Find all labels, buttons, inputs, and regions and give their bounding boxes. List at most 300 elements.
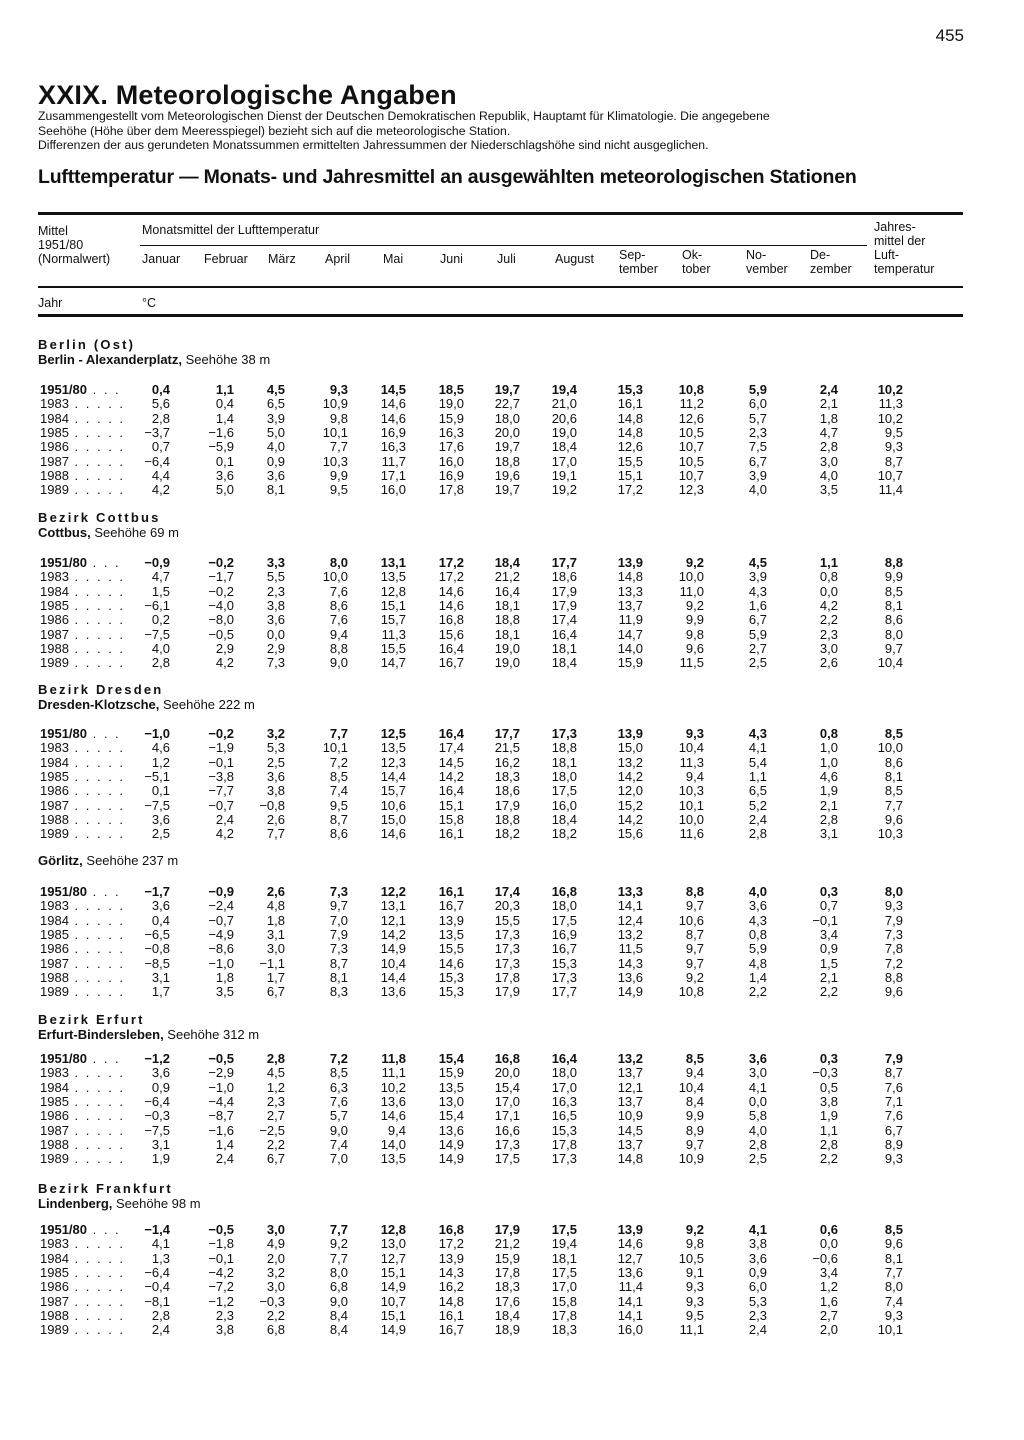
- year-cell: [40, 985, 125, 999]
- month-value-cell: −0,1: [208, 1250, 234, 1266]
- month-value-cell: −0,8: [144, 941, 170, 957]
- month-value-cell: 16,7: [551, 941, 577, 957]
- annual-mean-cell: 7,7: [884, 1264, 903, 1280]
- month-value-cell: 0,8: [819, 726, 838, 741]
- year-cell: [40, 1309, 125, 1323]
- year-value: 1983: [40, 1065, 69, 1081]
- month-value-cell: 9,0: [329, 655, 348, 671]
- month-value-cell: 3,4: [819, 926, 838, 942]
- month-value-cell: 16,6: [494, 1122, 520, 1138]
- month-value-cell: −0,2: [208, 726, 234, 741]
- month-value-cell: 9,8: [685, 626, 704, 642]
- month-value-cell: 8,8: [685, 884, 704, 899]
- month-value-cell: 4,2: [151, 482, 170, 498]
- annual-mean-cell: 8,9: [884, 1136, 903, 1152]
- month-value-cell: 5,5: [266, 569, 285, 585]
- month-value-cell: 10,8: [678, 382, 704, 397]
- month-value-cell: 13,6: [617, 1264, 643, 1280]
- header-mid-rule: [140, 245, 867, 246]
- month-value-cell: 7,3: [329, 884, 348, 899]
- month-value-cell: −0,7: [208, 797, 234, 813]
- month-value-cell: −6,5: [144, 926, 170, 942]
- month-value-cell: 3,5: [215, 984, 234, 1000]
- month-value-cell: −8,5: [144, 955, 170, 971]
- month-value-cell: 13,0: [438, 1093, 464, 1109]
- month-value-cell: 11,4: [618, 1279, 643, 1295]
- year-cell: [40, 1138, 125, 1152]
- header-month: [555, 252, 621, 266]
- month-value-cell: 15,2: [617, 797, 643, 813]
- header-month-line: Juni: [440, 252, 463, 266]
- month-value-cell: 1,1: [215, 382, 234, 397]
- year-cell: [40, 770, 125, 784]
- annual-mean-cell: 7,1: [884, 1093, 903, 1109]
- year-value: 1984: [40, 1079, 69, 1095]
- header-month: [204, 252, 270, 266]
- leader-dots: . . . . .: [68, 597, 126, 613]
- month-value-cell: 15,3: [438, 969, 464, 985]
- month-value-cell: 1,6: [819, 1293, 838, 1309]
- year-value: 1987: [40, 955, 69, 971]
- month-value-cell: 2,6: [819, 655, 838, 671]
- month-value-cell: 4,4: [151, 467, 170, 483]
- month-value-cell: 4,5: [748, 555, 767, 570]
- table-row: [0, 613, 1024, 627]
- leader-dots: . . . . .: [68, 453, 126, 469]
- table-row: [0, 397, 1024, 411]
- month-value-cell: 9,4: [685, 768, 704, 784]
- month-value-cell: −0,3: [812, 1065, 838, 1081]
- table-row: [0, 440, 1024, 454]
- header-month-line: Februar: [204, 252, 248, 266]
- month-value-cell: 6,7: [748, 612, 767, 628]
- year-value: 1987: [40, 626, 69, 642]
- month-value-cell: 17,4: [438, 740, 464, 756]
- month-value-cell: 2,2: [266, 1307, 285, 1323]
- month-value-cell: 1,7: [266, 969, 285, 985]
- month-value-cell: 7,0: [329, 1151, 348, 1167]
- table-row: [0, 426, 1024, 440]
- year-value: 1984: [40, 1250, 69, 1266]
- leader-dots: . . . . .: [68, 640, 126, 656]
- leader-dots: . . . . .: [68, 1108, 126, 1124]
- month-value-cell: 9,4: [329, 626, 348, 642]
- year-value: 1986: [40, 941, 69, 957]
- header-left-line: (Normalwert): [38, 252, 111, 266]
- header-left: [38, 224, 110, 266]
- month-value-cell: 14,8: [617, 1151, 643, 1167]
- month-value-cell: −0,2: [208, 583, 234, 599]
- month-value-cell: 0,7: [819, 898, 838, 914]
- month-value-cell: 13,5: [438, 926, 464, 942]
- region-label: Berlin (Ost): [38, 337, 136, 352]
- month-value-cell: 18,0: [551, 768, 577, 784]
- month-value-cell: 2,2: [748, 984, 767, 1000]
- month-value-cell: 12,3: [380, 754, 406, 770]
- year-cell: [40, 570, 125, 584]
- month-value-cell: 1,5: [819, 955, 838, 971]
- station-elevation: Seehöhe 312 m: [163, 1027, 260, 1042]
- month-value-cell: 2,6: [266, 811, 285, 827]
- header-annual-line: Luft-: [874, 248, 900, 262]
- month-value-cell: 9,7: [685, 1136, 704, 1152]
- month-value-cell: 14,9: [438, 1136, 464, 1152]
- header-month: [497, 252, 563, 266]
- station-name: Lindenberg,: [38, 1196, 113, 1211]
- month-value-cell: 9,3: [685, 1279, 704, 1295]
- month-value-cell: 5,9: [748, 626, 767, 642]
- station-label: [38, 352, 270, 367]
- table-row: [0, 942, 1024, 956]
- month-value-cell: 9,9: [685, 1108, 704, 1124]
- month-value-cell: 1,4: [215, 1136, 234, 1152]
- annual-mean-cell: 10,0: [877, 740, 903, 756]
- month-value-cell: 16,8: [438, 612, 464, 628]
- month-value-cell: 17,9: [494, 1222, 520, 1237]
- month-value-cell: 17,3: [551, 969, 577, 985]
- month-value-cell: 11,3: [381, 626, 406, 642]
- month-value-cell: −6,4: [144, 453, 170, 469]
- annual-mean-cell: 9,6: [884, 1236, 903, 1252]
- month-value-cell: 2,5: [748, 1151, 767, 1167]
- month-value-cell: 9,4: [387, 1122, 406, 1138]
- month-value-cell: 14,1: [617, 1293, 643, 1309]
- header-group-label: Monatsmittel der Lufttemperatur: [142, 223, 320, 237]
- leader-dots: . . . . .: [68, 740, 126, 756]
- month-value-cell: 14,0: [380, 1136, 406, 1152]
- month-value-cell: 16,4: [438, 726, 464, 741]
- month-value-cell: 4,1: [151, 1236, 170, 1252]
- month-value-cell: 3,8: [266, 597, 285, 613]
- month-value-cell: 9,5: [329, 797, 348, 813]
- month-value-cell: 14,9: [380, 941, 406, 957]
- annual-mean-cell: 9,3: [884, 1151, 903, 1167]
- month-value-cell: 2,2: [819, 1151, 838, 1167]
- leader-dots: . . . . .: [68, 1136, 126, 1152]
- header-month-line: August: [555, 252, 594, 266]
- month-value-cell: 13,2: [617, 754, 643, 770]
- leader-dots: . . . . .: [68, 569, 126, 585]
- month-value-cell: 8,4: [329, 1307, 348, 1323]
- month-value-cell: 3,5: [819, 482, 838, 498]
- month-value-cell: 4,7: [151, 569, 170, 585]
- month-value-cell: −1,1: [259, 955, 285, 971]
- month-value-cell: 5,2: [748, 797, 767, 813]
- month-value-cell: 2,8: [748, 1136, 767, 1152]
- month-value-cell: 11,1: [679, 1322, 704, 1338]
- year-cell: [40, 1323, 125, 1337]
- year-cell: [40, 756, 125, 770]
- table-row: [0, 1152, 1024, 1166]
- station-name: Dresden-Klotzsche,: [38, 697, 160, 712]
- month-value-cell: 17,6: [438, 439, 464, 455]
- month-value-cell: 9,2: [329, 1236, 348, 1252]
- year-cell: [40, 727, 121, 741]
- month-value-cell: 3,6: [748, 898, 767, 914]
- month-value-cell: 18,4: [551, 655, 577, 671]
- month-value-cell: 2,3: [215, 1307, 234, 1323]
- month-value-cell: 17,0: [551, 453, 577, 469]
- month-value-cell: −4,0: [208, 597, 234, 613]
- header-month-line: tober: [682, 262, 711, 276]
- month-value-cell: 2,2: [266, 1136, 285, 1152]
- month-value-cell: 0,1: [151, 783, 170, 799]
- month-value-cell: 4,0: [748, 1122, 767, 1138]
- annual-mean-cell: 7,9: [884, 1051, 903, 1066]
- station-label: [38, 853, 178, 868]
- month-value-cell: 4,8: [266, 898, 285, 914]
- month-value-cell: −0,4: [144, 1279, 170, 1295]
- month-value-cell: 0,4: [215, 396, 234, 412]
- month-value-cell: 14,6: [438, 597, 464, 613]
- month-value-cell: 17,2: [438, 1236, 464, 1252]
- month-value-cell: 15,4: [438, 1108, 464, 1124]
- month-value-cell: 18,3: [494, 1279, 520, 1295]
- month-value-cell: 0,5: [819, 1079, 838, 1095]
- leader-dots: . . .: [87, 1051, 121, 1066]
- year-cell: [40, 397, 125, 411]
- month-value-cell: 8,5: [329, 768, 348, 784]
- month-value-cell: 5,3: [748, 1293, 767, 1309]
- month-value-cell: 5,6: [151, 396, 170, 412]
- year-cell: [40, 784, 125, 798]
- year-value: 1988: [40, 1307, 69, 1323]
- month-value-cell: 2,4: [215, 1151, 234, 1167]
- month-value-cell: 7,7: [329, 1250, 348, 1266]
- year-value: 1989: [40, 826, 69, 842]
- month-value-cell: 1,1: [819, 555, 838, 570]
- month-value-cell: 16,0: [438, 453, 464, 469]
- month-value-cell: 17,9: [494, 984, 520, 1000]
- page-number: 455: [935, 26, 964, 45]
- month-value-cell: 15,3: [438, 984, 464, 1000]
- month-value-cell: 14,7: [380, 655, 406, 671]
- header-month-line: Januar: [142, 252, 181, 266]
- month-value-cell: 17,5: [551, 783, 577, 799]
- annual-mean-cell: 10,4: [877, 655, 903, 671]
- month-value-cell: 14,4: [380, 969, 406, 985]
- month-value-cell: 14,6: [617, 1236, 643, 1252]
- month-value-cell: −0,5: [208, 626, 234, 642]
- table-row-normal: [0, 885, 1024, 899]
- month-value-cell: 2,4: [748, 1322, 767, 1338]
- month-value-cell: 5,9: [748, 382, 767, 397]
- month-value-cell: 18,1: [494, 597, 520, 613]
- header-annual: [874, 220, 934, 276]
- month-value-cell: 17,0: [551, 1079, 577, 1095]
- table-row: [0, 570, 1024, 584]
- month-value-cell: 7,4: [329, 783, 348, 799]
- table-row: [0, 1095, 1024, 1109]
- month-value-cell: 2,4: [819, 382, 838, 397]
- annual-mean-cell: 8,0: [884, 626, 903, 642]
- station-label: [38, 1196, 201, 1211]
- month-value-cell: 4,7: [819, 424, 838, 440]
- month-value-cell: 15,1: [380, 1307, 406, 1323]
- year-cell: [40, 827, 125, 841]
- month-value-cell: 7,7: [329, 439, 348, 455]
- annual-mean-cell: 8,0: [884, 1279, 903, 1295]
- annual-mean-cell: 9,6: [884, 984, 903, 1000]
- month-value-cell: 16,8: [438, 1222, 464, 1237]
- year-cell: [40, 885, 121, 899]
- month-value-cell: 8,6: [329, 826, 348, 842]
- month-value-cell: 12,4: [617, 912, 643, 928]
- month-value-cell: 6,8: [329, 1279, 348, 1295]
- month-value-cell: 14,8: [617, 410, 643, 426]
- intro-line: Differenzen der aus gerundeten Monatssummen ermittelten Jahressummen der Niederschlagshöhe sind nicht ausgeglichen.: [38, 138, 709, 152]
- month-value-cell: 17,8: [551, 1136, 577, 1152]
- table-row: [0, 1109, 1024, 1123]
- month-value-cell: 2,3: [748, 1307, 767, 1323]
- year-value: 1986: [40, 439, 69, 455]
- month-value-cell: 16,7: [438, 655, 464, 671]
- table-row: [0, 628, 1024, 642]
- month-value-cell: 7,3: [266, 655, 285, 671]
- month-value-cell: 7,6: [329, 583, 348, 599]
- table-row-normal: [0, 1223, 1024, 1237]
- month-value-cell: 18,0: [494, 410, 520, 426]
- month-value-cell: 13,6: [380, 1093, 406, 1109]
- month-value-cell: 17,8: [551, 1307, 577, 1323]
- year-value: 1988: [40, 467, 69, 483]
- month-value-cell: 4,2: [819, 597, 838, 613]
- annual-mean-cell: 7,9: [884, 912, 903, 928]
- month-value-cell: 10,4: [380, 955, 406, 971]
- month-value-cell: 0,9: [266, 453, 285, 469]
- leader-dots: . . . . .: [68, 424, 126, 440]
- month-value-cell: 6,7: [748, 453, 767, 469]
- annual-mean-cell: 8,5: [884, 1222, 903, 1237]
- month-value-cell: 14,7: [617, 626, 643, 642]
- annual-mean-cell: 10,7: [877, 467, 903, 483]
- annual-mean-cell: 10,2: [877, 382, 903, 397]
- month-value-cell: 3,1: [819, 826, 838, 842]
- year-value: 1987: [40, 797, 69, 813]
- header-left-line: 1951/80: [38, 238, 84, 252]
- month-value-cell: 10,6: [678, 912, 704, 928]
- month-value-cell: −8,0: [208, 612, 234, 628]
- header-top-rule: [38, 212, 963, 215]
- month-value-cell: −7,5: [144, 1122, 170, 1138]
- month-value-cell: 8,4: [685, 1093, 704, 1109]
- month-value-cell: 12,5: [380, 726, 406, 741]
- month-value-cell: 19,6: [494, 467, 520, 483]
- year-value: 1986: [40, 1279, 69, 1295]
- month-value-cell: 2,7: [266, 1108, 285, 1124]
- year-value: 1985: [40, 424, 69, 440]
- year-cell: [40, 971, 125, 985]
- annual-mean-cell: 7,4: [884, 1293, 903, 1309]
- annual-mean-cell: 8,8: [884, 555, 903, 570]
- year-value: 1988: [40, 1136, 69, 1152]
- annual-mean-cell: 7,7: [884, 797, 903, 813]
- month-value-cell: 5,7: [329, 1108, 348, 1124]
- month-value-cell: 19,2: [551, 482, 577, 498]
- month-value-cell: 4,2: [215, 826, 234, 842]
- month-value-cell: 11,5: [618, 941, 643, 957]
- leader-dots: . . . . .: [68, 583, 126, 599]
- month-value-cell: 2,8: [266, 1051, 285, 1066]
- year-value: 1984: [40, 754, 69, 770]
- month-value-cell: 7,0: [329, 912, 348, 928]
- year-cell: [40, 1095, 125, 1109]
- month-value-cell: 11,2: [679, 396, 704, 412]
- annual-mean-cell: 7,6: [884, 1108, 903, 1124]
- month-value-cell: 14,8: [617, 424, 643, 440]
- month-value-cell: 14,1: [617, 898, 643, 914]
- month-value-cell: 8,9: [685, 1122, 704, 1138]
- month-value-cell: 1,1: [819, 1122, 838, 1138]
- month-value-cell: 3,9: [266, 410, 285, 426]
- month-value-cell: −1,2: [208, 1293, 234, 1309]
- annual-mean-cell: 10,2: [877, 410, 903, 426]
- month-value-cell: 5,0: [266, 424, 285, 440]
- month-value-cell: 13,6: [617, 969, 643, 985]
- month-value-cell: 22,7: [494, 396, 520, 412]
- month-value-cell: 3,2: [266, 1264, 285, 1280]
- month-value-cell: 15,5: [380, 640, 406, 656]
- annual-mean-cell: 8,1: [884, 597, 903, 613]
- month-value-cell: −7,2: [208, 1279, 234, 1295]
- year-value: 1987: [40, 1122, 69, 1138]
- month-value-cell: 4,0: [748, 884, 767, 899]
- month-value-cell: −1,4: [144, 1222, 170, 1237]
- table-row: [0, 928, 1024, 942]
- month-value-cell: 16,0: [617, 1322, 643, 1338]
- month-value-cell: 18,2: [551, 826, 577, 842]
- table-row-normal: [0, 1052, 1024, 1066]
- header-annual-line: Jahres-: [874, 220, 916, 234]
- month-value-cell: 13,6: [380, 984, 406, 1000]
- month-value-cell: 13,1: [380, 898, 406, 914]
- month-value-cell: −2,9: [208, 1065, 234, 1081]
- month-value-cell: 15,7: [380, 612, 406, 628]
- year-cell: [40, 599, 125, 613]
- year-cell: [40, 426, 125, 440]
- month-value-cell: 4,0: [151, 640, 170, 656]
- month-value-cell: 7,6: [329, 612, 348, 628]
- month-value-cell: 10,7: [380, 1293, 406, 1309]
- month-value-cell: 14,6: [380, 410, 406, 426]
- month-value-cell: 2,7: [819, 1307, 838, 1323]
- month-value-cell: 19,0: [494, 655, 520, 671]
- leader-dots: . . . . .: [68, 626, 126, 642]
- month-value-cell: 9,2: [685, 969, 704, 985]
- month-value-cell: 8,1: [329, 969, 348, 985]
- header-month-line: zember: [810, 262, 852, 276]
- month-value-cell: 1,6: [748, 597, 767, 613]
- leader-dots: . . . . .: [68, 410, 126, 426]
- year-value: 1986: [40, 783, 69, 799]
- month-value-cell: 12,1: [617, 1079, 643, 1095]
- month-value-cell: 15,6: [617, 826, 643, 842]
- month-value-cell: 5,0: [215, 482, 234, 498]
- annual-mean-cell: 9,6: [884, 811, 903, 827]
- month-value-cell: 1,8: [215, 969, 234, 985]
- month-value-cell: 15,1: [380, 597, 406, 613]
- leader-dots: . . . . .: [68, 898, 126, 914]
- month-value-cell: 8,7: [329, 811, 348, 827]
- month-value-cell: 5,3: [266, 740, 285, 756]
- month-value-cell: 20,0: [494, 424, 520, 440]
- month-value-cell: 18,8: [494, 612, 520, 628]
- month-value-cell: 12,2: [380, 884, 406, 899]
- month-value-cell: 16,1: [438, 884, 464, 899]
- year-cell: [40, 455, 125, 469]
- month-value-cell: 2,0: [266, 1250, 285, 1266]
- year-cell: [40, 642, 125, 656]
